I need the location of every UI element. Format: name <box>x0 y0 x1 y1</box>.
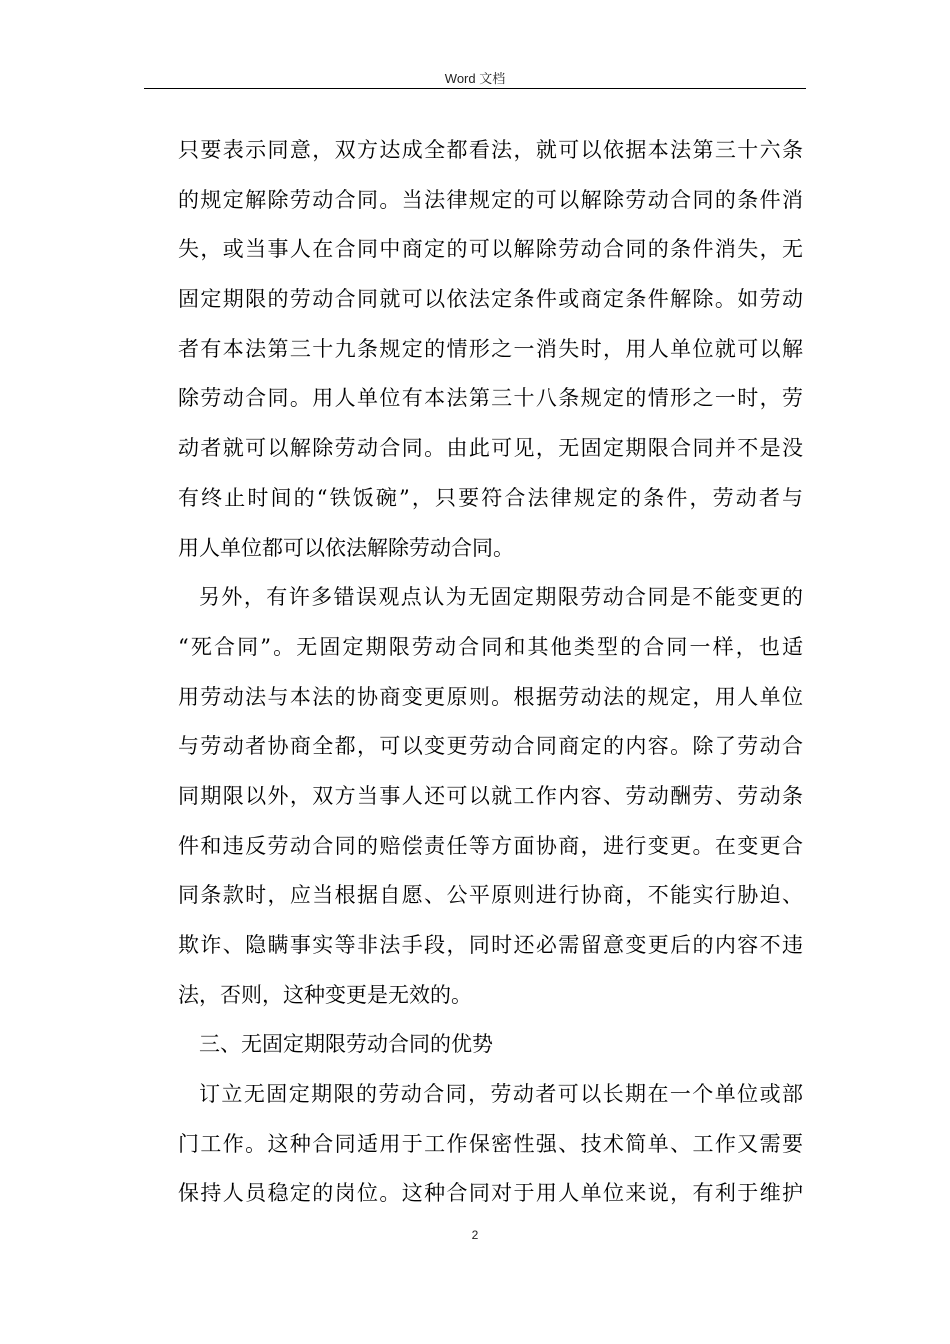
text-line: 订立无固定期限的劳动合同，劳动者可以长期在一个单位或部 <box>199 1082 803 1107</box>
document-body <box>178 126 803 1219</box>
text-line: 有终止时间的“铁饭碗”，只要符合法律规定的条件，劳动者与 <box>178 485 803 510</box>
text-line: 固定期限的劳动合同就可以依法定条件或商定条件解除。如劳动 <box>178 287 803 312</box>
text-line: 欺诈、隐瞒事实等非法手段，同时还必需留意变更后的内容不违 <box>178 933 803 957</box>
text-line: 者有本法第三十九条规定的情形之一消失时，用人单位就可以解 <box>178 336 803 361</box>
text-line: 用人单位都可以依法解除劳动合同。 <box>178 535 514 560</box>
page-header-title: Word 文档 <box>444 71 506 86</box>
text-line: 件和违反劳动合同的赔偿责任等方面协商，进行变更。在变更合 <box>178 833 803 858</box>
page-number: 2 <box>471 1228 479 1242</box>
text-line: 的规定解除劳动合同。当法律规定的可以解除劳动合同的条件消 <box>178 187 803 212</box>
text-line: 除劳动合同。用人单位有本法第三十八条规定的情形之一时，劳 <box>178 386 803 411</box>
text-line: 失，或当事人在合同中商定的可以解除劳动合同的条件消失，无 <box>178 237 803 262</box>
text-line: 法，否则，这种变更是无效的。 <box>178 982 472 1007</box>
text-line: 门工作。这种合同适用于工作保密性强、技术简单、工作又需要 <box>178 1131 803 1156</box>
text-line: 三、无固定期限劳动合同的优势 <box>199 1032 493 1057</box>
text-line: 同条款时，应当根据自愿、公平原则进行协商，不能实行胁迫、 <box>178 883 803 908</box>
text-line: “死合同”。无固定期限劳动合同和其他类型的合同一样，也适 <box>178 634 803 659</box>
text-line: 同期限以外，双方当事人还可以就工作内容、劳动酬劳、劳动条 <box>178 783 803 808</box>
text-line: 动者就可以解除劳动合同。由此可见，无固定期限合同并不是没 <box>178 436 803 461</box>
text-line: 保持人员稳定的岗位。这种合同对于用人单位来说，有利于维护 <box>178 1181 803 1206</box>
text-line: 与劳动者协商全都，可以变更劳动合同商定的内容。除了劳动合 <box>178 734 803 759</box>
text-line: 另外，有许多错误观点认为无固定期限劳动合同是不能变更的 <box>199 585 803 610</box>
text-line: 用劳动法与本法的协商变更原则。根据劳动法的规定，用人单位 <box>178 684 803 709</box>
header-divider <box>144 88 806 89</box>
text-line: 只要表示同意，双方达成全都看法，就可以依据本法第三十六条 <box>178 138 803 162</box>
